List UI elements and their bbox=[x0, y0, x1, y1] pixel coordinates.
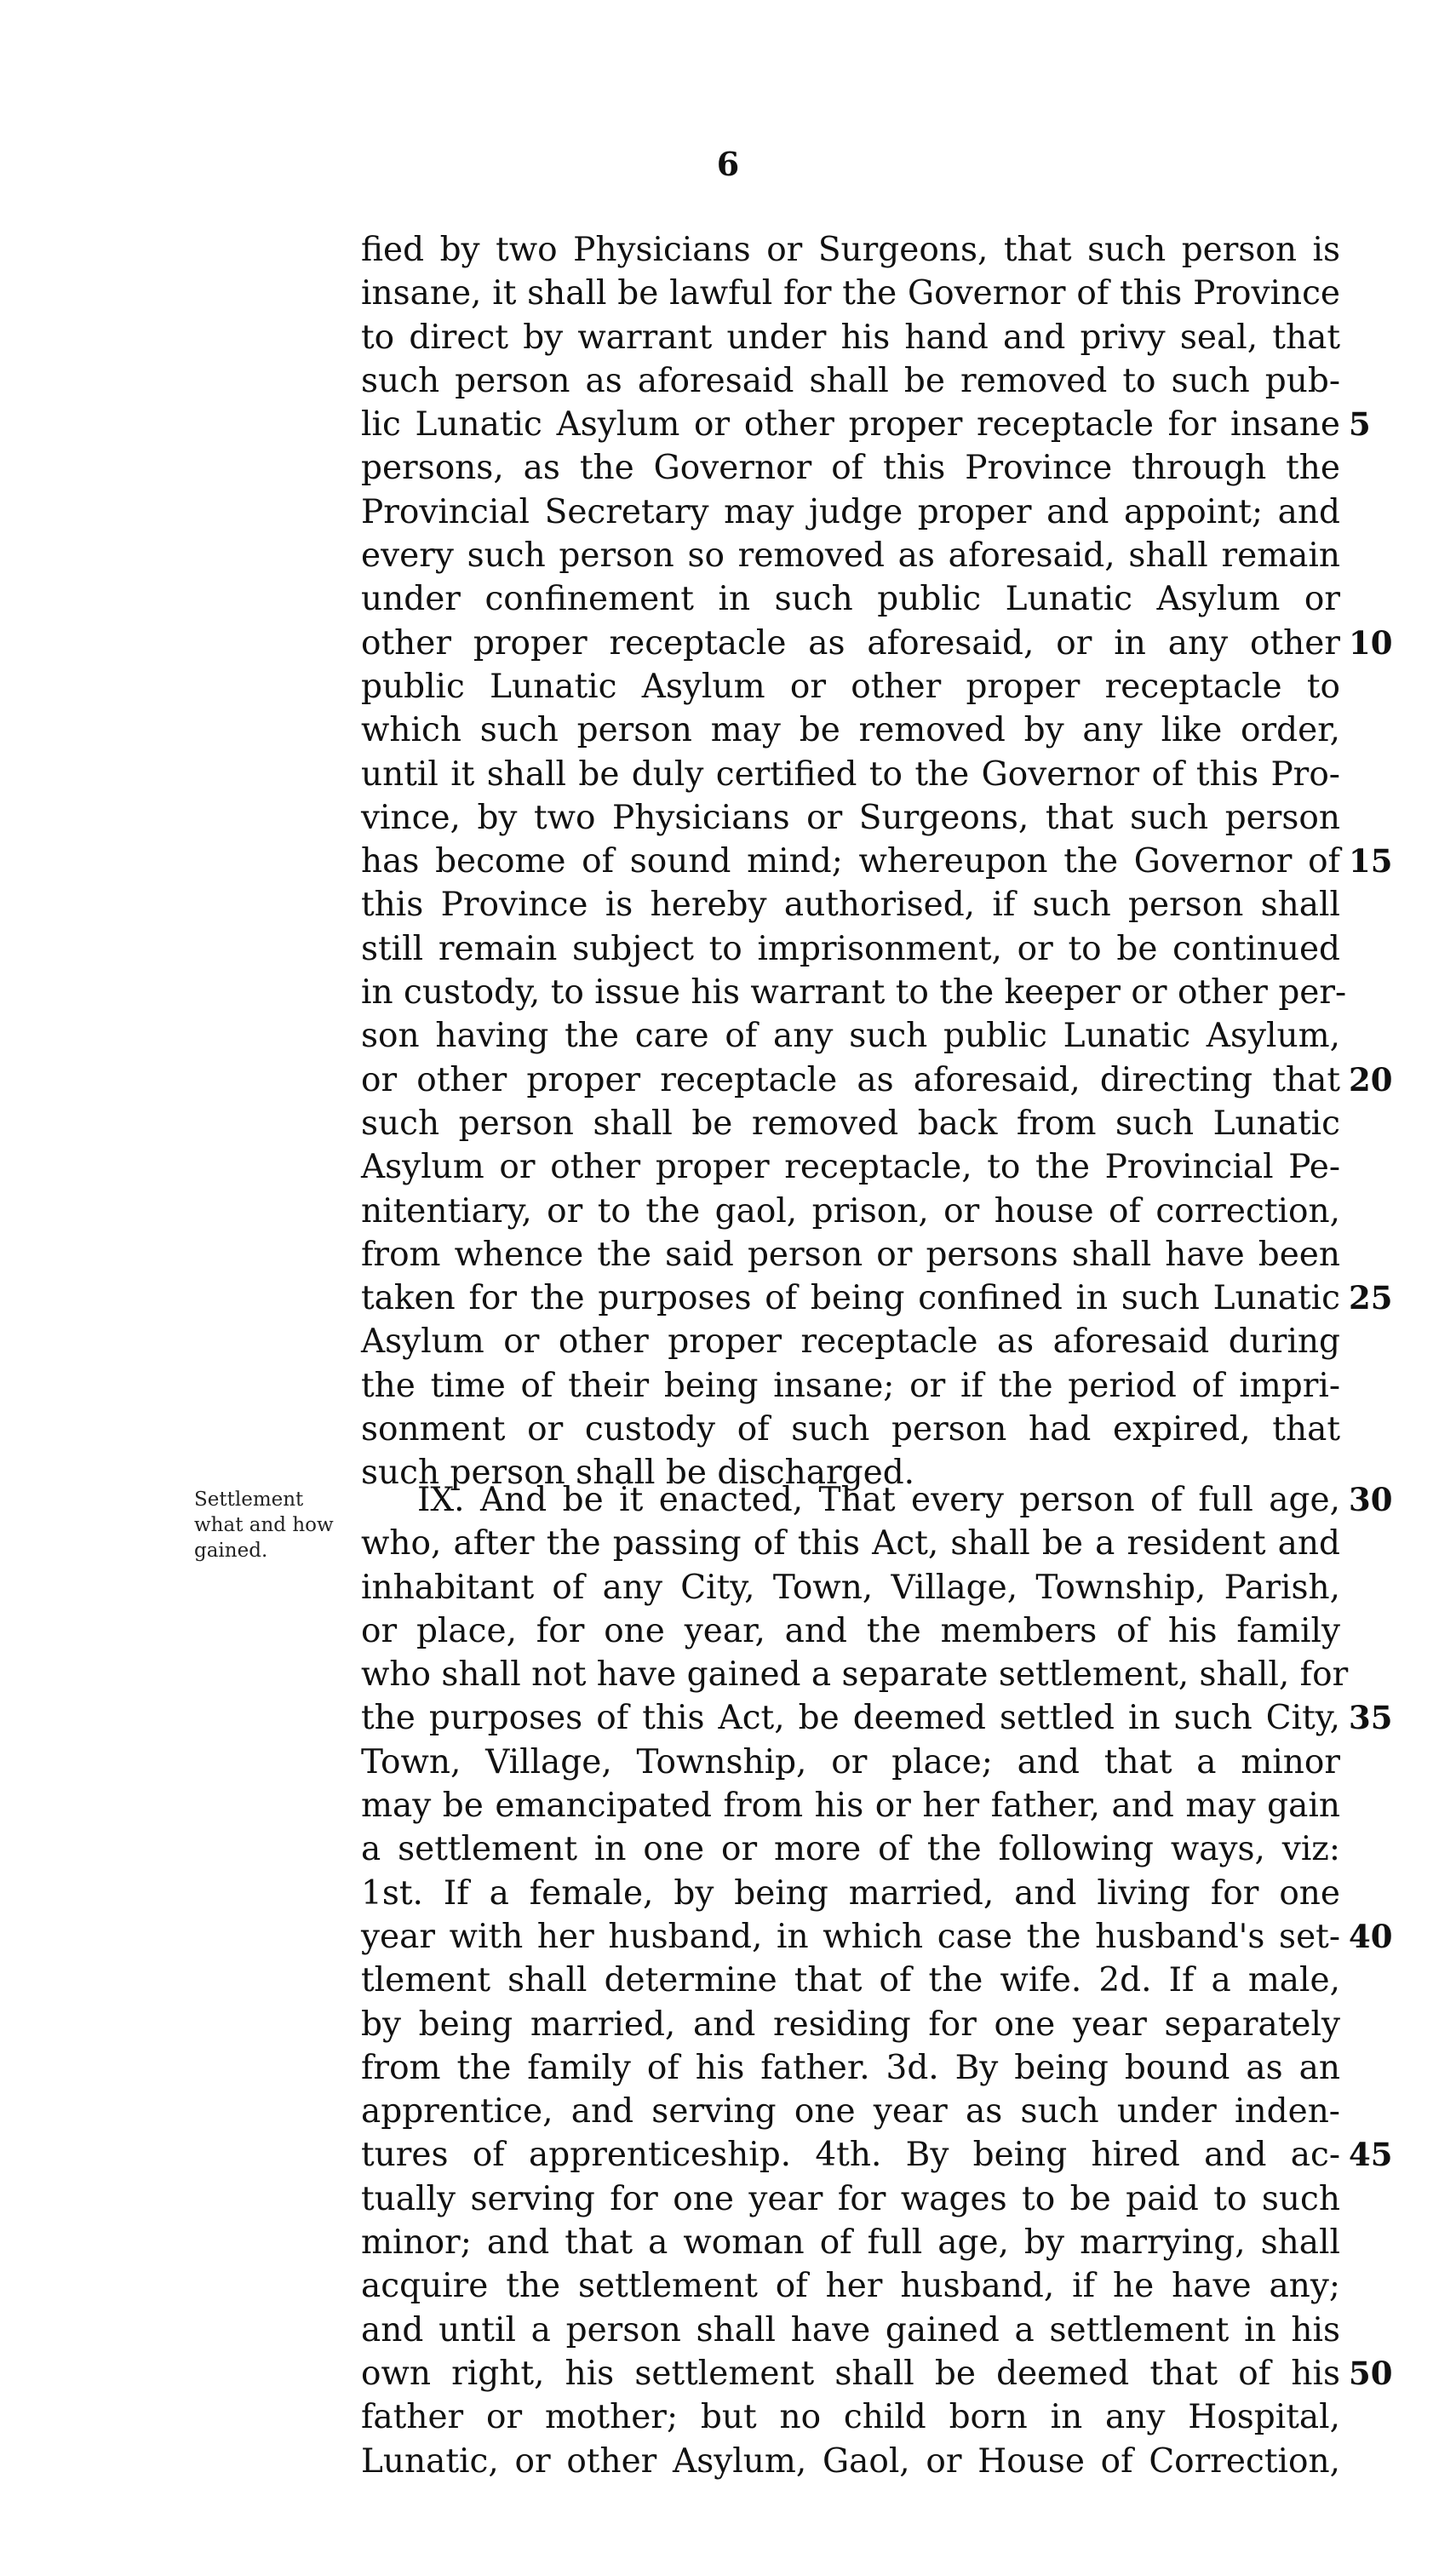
text-line bbox=[361, 403, 1371, 446]
text-line-content: such person shall be discharged. bbox=[361, 1454, 915, 1493]
line-number: 45 bbox=[1349, 2136, 1393, 2174]
text-line bbox=[361, 2003, 1340, 2046]
text-line-content: the time of their being insane; or if the period of impri- bbox=[361, 1366, 1340, 1405]
text-line bbox=[361, 1276, 1393, 1320]
text-line bbox=[361, 1827, 1340, 1871]
text-line-content: which such person may be removed by any like order, bbox=[361, 711, 1340, 750]
text-line-content: still remain subject to imprisonment, or to be continued bbox=[361, 929, 1340, 968]
text-line bbox=[361, 2090, 1340, 2133]
text-line-content: tlement shall determine that of the wife. 2d. If a male, bbox=[361, 1961, 1340, 2000]
text-line-content: tually serving for one year for wages to be paid to such bbox=[361, 2179, 1340, 2218]
text-line-content: lic Lunatic Asylum or other proper receptacle for insane bbox=[361, 405, 1340, 445]
line-number: 40 bbox=[1349, 1917, 1393, 1955]
section-ix-text bbox=[361, 1478, 1393, 2483]
text-line-content: Asylum or other proper receptacle, to the Provincial Pe- bbox=[361, 1148, 1340, 1187]
text-line-content: insane, it shall be lawful for the Governor of this Province bbox=[361, 274, 1340, 313]
text-line-content: in custody, to issue his warrant to the keeper or other per- bbox=[361, 973, 1347, 1013]
text-line bbox=[361, 1058, 1393, 1102]
text-line bbox=[361, 1145, 1340, 1189]
text-line-content: son having the care of any such public Lunatic Asylum, bbox=[361, 1017, 1340, 1056]
text-line-content: apprentice, and serving one year as such under inden- bbox=[361, 2092, 1340, 2131]
text-line bbox=[361, 316, 1340, 359]
text-line-content: the purposes of this Act, be deemed settled in such City, bbox=[361, 1699, 1340, 1738]
text-line bbox=[361, 228, 1340, 272]
page-number: 6 bbox=[716, 145, 740, 183]
text-line-content: Town, Village, Township, or place; and that a minor bbox=[361, 1742, 1340, 1781]
text-line bbox=[361, 2309, 1340, 2352]
text-line bbox=[361, 927, 1340, 971]
text-line-content: a settlement in one or more of the following ways, viz: bbox=[361, 1830, 1340, 1869]
text-line bbox=[361, 883, 1340, 926]
text-line bbox=[361, 534, 1340, 577]
line-number: 20 bbox=[1349, 1060, 1393, 1099]
line-number: 10 bbox=[1349, 623, 1393, 662]
text-line-content: or place, for one year, and the members of his family bbox=[361, 1611, 1340, 1650]
text-line bbox=[361, 1784, 1340, 1827]
text-line-content: taken for the purposes of being confined in such Lunatic bbox=[361, 1279, 1340, 1318]
text-line bbox=[361, 1364, 1340, 1408]
text-line-content: year with her husband, in which case the husband's set- bbox=[361, 1917, 1340, 1956]
text-line bbox=[361, 1566, 1340, 1609]
text-line bbox=[361, 753, 1340, 796]
text-line-content: and until a person shall have gained a settlement in his bbox=[361, 2310, 1340, 2349]
text-line bbox=[361, 665, 1340, 708]
text-line bbox=[361, 1320, 1340, 1363]
text-line-content: IX. And be it enacted, That every person of full age, bbox=[417, 1481, 1340, 1519]
text-line-content: inhabitant of any City, Town, Village, Township, Parish, bbox=[361, 1568, 1340, 1607]
text-line bbox=[361, 1959, 1340, 2002]
text-line-content: father or mother; but no child born in any Hospital, bbox=[361, 2398, 1340, 2437]
text-line bbox=[361, 1915, 1393, 1959]
text-line bbox=[361, 272, 1340, 315]
text-line bbox=[361, 1653, 1349, 1696]
line-number: 35 bbox=[1349, 1699, 1393, 1737]
text-line bbox=[361, 708, 1340, 752]
text-line-content: own right, his settlement shall be deemed that of his bbox=[361, 2354, 1340, 2393]
text-line bbox=[361, 796, 1340, 840]
text-line bbox=[361, 2352, 1393, 2395]
text-line-content: such person shall be removed back from such Lunatic bbox=[361, 1104, 1340, 1143]
text-line bbox=[361, 1102, 1340, 1145]
text-line-content: such person as aforesaid shall be removed to such pub- bbox=[361, 361, 1340, 400]
text-line-content: fied by two Physicians or Surgeons, that such person is bbox=[361, 231, 1340, 269]
text-line bbox=[361, 1609, 1340, 1653]
text-line bbox=[361, 2133, 1393, 2177]
text-line-content: under confinement in such public Lunatic Asylum or bbox=[361, 580, 1340, 619]
text-line bbox=[361, 446, 1340, 490]
text-line-content: sonment or custody of such person had expired, that bbox=[361, 1410, 1340, 1449]
text-line bbox=[361, 1522, 1340, 1565]
text-line-content: this Province is hereby authorised, if such person shall bbox=[361, 886, 1340, 925]
text-line-content: public Lunatic Asylum or other proper receptacle to bbox=[361, 667, 1340, 706]
text-line-content: vince, by two Physicians or Surgeons, that such person bbox=[361, 798, 1340, 837]
text-line bbox=[361, 1872, 1340, 1915]
text-line-content: has become of sound mind; whereupon the Governor of bbox=[361, 842, 1340, 881]
text-line-content: every such person so removed as aforesaid, shall remain bbox=[361, 536, 1340, 576]
line-number: 5 bbox=[1349, 405, 1371, 444]
text-line-content: to direct by warrant under his hand and privy seal, that bbox=[361, 318, 1340, 357]
text-line bbox=[361, 1478, 1393, 1522]
text-line bbox=[361, 971, 1347, 1014]
text-line-content: from whence the said person or persons shall have been bbox=[361, 1235, 1340, 1274]
text-line bbox=[361, 1233, 1340, 1276]
text-line-content: other proper receptacle as aforesaid, or in any other bbox=[361, 623, 1340, 663]
text-line bbox=[361, 1408, 1340, 1451]
text-line-content: until it shall be duly certified to the Governor of this Pro- bbox=[361, 754, 1340, 794]
text-line bbox=[361, 1741, 1340, 1784]
text-line bbox=[361, 1014, 1340, 1058]
text-line-content: Asylum or other proper receptacle as aforesaid during bbox=[361, 1322, 1340, 1362]
section-continuation-text bbox=[361, 228, 1393, 1495]
margin-note-line: Settlement bbox=[194, 1489, 304, 1511]
text-line bbox=[361, 840, 1393, 883]
text-line-content: may be emancipated from his or her father, and may gain bbox=[361, 1787, 1340, 1826]
text-line-content: who, after the passing of this Act, shall be a resident and bbox=[361, 1524, 1340, 1563]
text-line-content: minor; and that a woman of full age, by marrying, shall bbox=[361, 2223, 1340, 2263]
text-line-content: acquire the settlement of her husband, if he have any; bbox=[361, 2267, 1340, 2306]
text-line-content: Lunatic, or other Asylum, Gaol, or House of Correction, bbox=[361, 2441, 1340, 2481]
text-line bbox=[361, 1190, 1340, 1233]
text-line-content: 1st. If a female, by being married, and living for one bbox=[361, 1873, 1340, 1913]
text-line bbox=[361, 2440, 1340, 2483]
text-line bbox=[361, 2221, 1340, 2264]
text-line bbox=[361, 622, 1393, 665]
text-line bbox=[361, 2395, 1340, 2439]
text-line-content: who shall not have gained a separate settlement, shall, for bbox=[361, 1655, 1349, 1695]
text-line bbox=[361, 1696, 1393, 1740]
text-line bbox=[361, 490, 1340, 534]
margin-note-line: what and how bbox=[194, 1514, 334, 1536]
line-number: 50 bbox=[1349, 2354, 1393, 2392]
text-line-content: Provincial Secretary may judge proper and appoint; and bbox=[361, 492, 1340, 531]
text-line bbox=[361, 2177, 1340, 2221]
line-number: 30 bbox=[1349, 1481, 1393, 1518]
text-line bbox=[361, 2046, 1340, 2090]
text-line-content: by being married, and residing for one year separately bbox=[361, 2005, 1340, 2044]
text-line bbox=[361, 577, 1340, 621]
margin-note-line: gained. bbox=[194, 1540, 268, 1562]
line-number: 25 bbox=[1349, 1279, 1393, 1317]
text-line-content: nitentiary, or to the gaol, prison, or house of correction, bbox=[361, 1191, 1340, 1231]
text-line-content: or other proper receptacle as aforesaid, directing that bbox=[361, 1060, 1340, 1099]
text-line-content: persons, as the Governor of this Province through the bbox=[361, 449, 1340, 488]
line-number: 15 bbox=[1349, 842, 1393, 881]
text-line-content: from the family of his father. 3d. By being bound as an bbox=[361, 2048, 1340, 2087]
text-line bbox=[361, 2264, 1340, 2308]
text-line-content: tures of apprenticeship. 4th. By being hired and ac- bbox=[361, 2136, 1340, 2175]
margin-note-settlement bbox=[194, 1487, 352, 1563]
text-line bbox=[361, 359, 1340, 403]
